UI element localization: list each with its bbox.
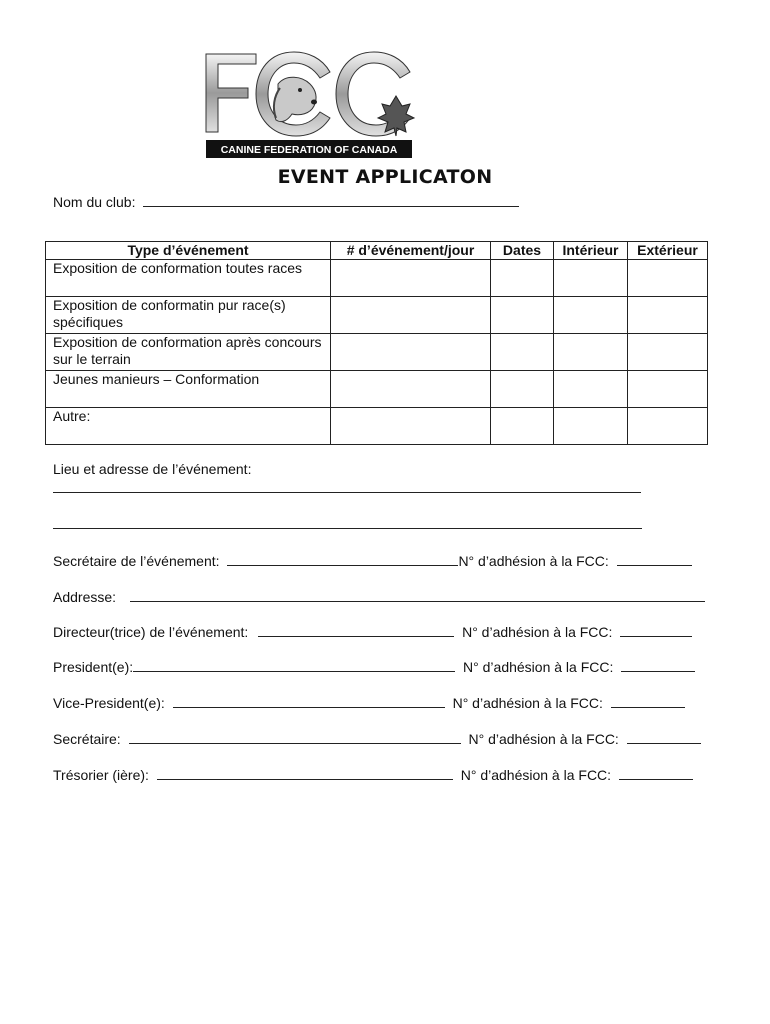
president-membership-field[interactable] [621,657,695,672]
secretary-membership-label: N° d’adhésion à la FCC: [468,731,619,747]
president-field[interactable] [133,657,455,672]
president-label: President(e): [53,659,134,675]
event-secretary-row [53,551,692,569]
outdoor-cell[interactable] [628,334,708,371]
vice-president-membership-label: N° d’adhésion à la FCC: [452,695,603,711]
indoor-cell[interactable] [554,260,628,297]
indoor-cell[interactable] [554,297,628,334]
treasurer-membership-field[interactable] [619,765,693,780]
event-type-table [45,241,708,445]
event-type-cell: Jeunes manieurs – Conformation [46,371,331,408]
club-name-label: Nom du club: [53,194,136,210]
event-location-line-1[interactable] [53,492,641,493]
treasurer-field[interactable] [157,765,453,780]
event-secretary-field[interactable] [227,551,458,566]
header-indoor: Intérieur [554,242,628,260]
event-director-field[interactable] [258,622,454,637]
indoor-cell[interactable] [554,408,628,445]
table-header-row [46,242,708,260]
table-row [46,408,708,445]
dates-cell[interactable] [491,334,554,371]
events-per-day-cell[interactable] [331,408,491,445]
event-type-cell: Exposition de conformation toutes races [46,260,331,297]
event-secretary-membership-field[interactable] [617,551,692,566]
treasurer-membership-label: N° d’adhésion à la FCC: [460,767,612,783]
dates-cell[interactable] [491,371,554,408]
dates-cell[interactable] [491,260,554,297]
header-outdoor: Extérieur [628,242,708,260]
table-row [46,334,708,371]
table-row [46,260,708,297]
event-director-membership-field[interactable] [620,622,692,637]
header-events-per-day: # d’événement/jour [331,242,491,260]
club-name-field[interactable] [143,192,519,207]
page-title: EVENT APPLICATON [277,166,493,188]
president-row [53,657,695,675]
table-row [46,297,708,334]
outdoor-cell[interactable] [628,260,708,297]
header-dates: Dates [491,242,554,260]
outdoor-cell[interactable] [628,408,708,445]
event-director-label: Directeur(trice) de l’événement: [53,624,249,640]
vice-president-field[interactable] [173,693,445,708]
fcc-logo-graphic [200,44,418,162]
outdoor-cell[interactable] [628,297,708,334]
event-secretary-membership-label: N° d’adhésion à la FCC: [458,553,609,569]
address-label: Addresse: [53,589,117,605]
event-director-membership-label: N° d’adhésion à la FCC: [462,624,613,640]
address-row [53,587,705,605]
event-location-label: Lieu et adresse de l’événement: [53,461,252,477]
vice-president-membership-field[interactable] [611,693,685,708]
events-per-day-cell[interactable] [331,260,491,297]
secretary-membership-field[interactable] [627,729,701,744]
event-director-row [53,622,692,640]
treasurer-label: Trésorier (ière): [53,767,149,783]
event-location-line-2[interactable] [53,528,642,529]
president-membership-label: N° d’adhésion à la FCC: [463,659,614,675]
secretary-label: Secrétaire: [53,731,121,747]
header-type: Type d’événement [46,242,331,260]
indoor-cell[interactable] [554,371,628,408]
indoor-cell[interactable] [554,334,628,371]
address-field[interactable] [130,587,705,602]
secretary-field[interactable] [129,729,461,744]
logo-banner-text: CANINE FEDERATION OF CANADA [220,144,398,156]
treasurer-row [53,765,693,783]
table-row [46,371,708,408]
club-name-row [53,192,519,210]
vice-president-row [53,693,685,711]
event-type-cell: Exposition de conformation après concours sur le terrain [46,334,331,371]
events-per-day-cell[interactable] [331,297,491,334]
fcc-logo [200,44,418,162]
vice-president-label: Vice-President(e): [53,695,165,711]
event-type-cell: Autre: [46,408,331,445]
events-per-day-cell[interactable] [331,334,491,371]
events-per-day-cell[interactable] [331,371,491,408]
dates-cell[interactable] [491,297,554,334]
secretary-row [53,729,701,747]
dates-cell[interactable] [491,408,554,445]
outdoor-cell[interactable] [628,371,708,408]
event-secretary-label: Secrétaire de l’événement: [53,553,220,569]
event-type-cell: Exposition de conformatin pur race(s) spécifiques [46,297,331,334]
